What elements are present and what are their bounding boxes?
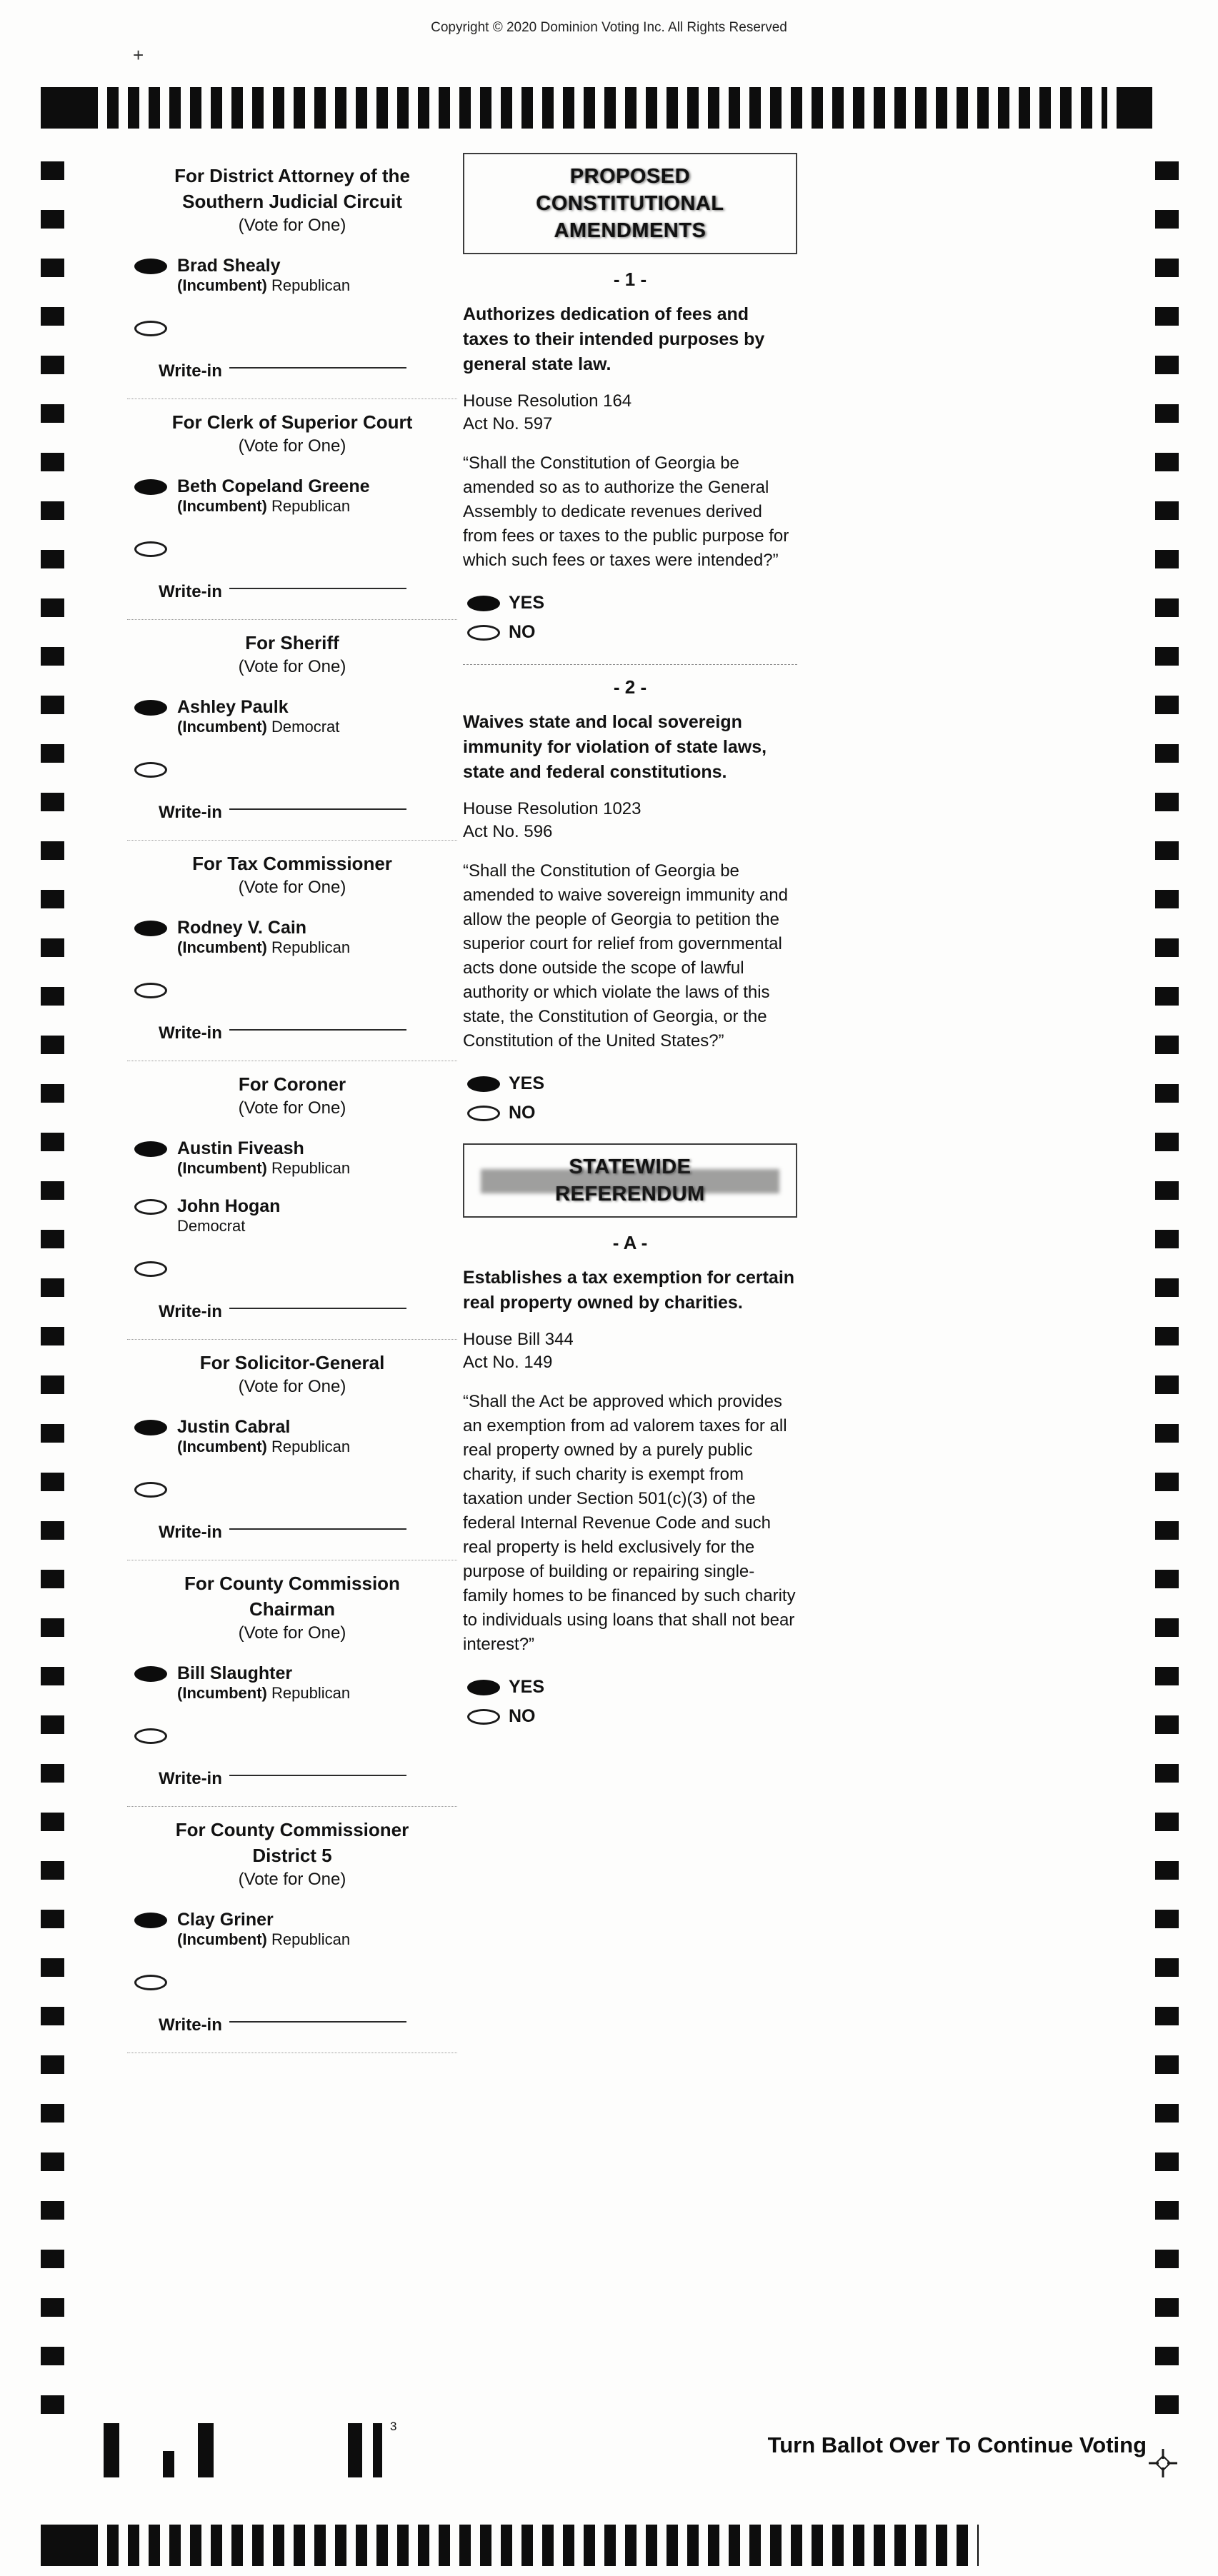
candidate-party: Republican [271,497,351,515]
ballot-code-bar [373,2423,382,2477]
contest-title-line: For Sheriff [245,632,339,653]
legal-references [463,1328,797,1374]
candidate-row [134,1138,457,1178]
candidate-detail [177,1438,350,1456]
write-in-label: Write-in [159,1023,222,1043]
write-in-oval-row [134,1261,457,1281]
candidate-party: Democrat [271,718,340,736]
contest-solicitor-general [127,1350,457,1560]
vote-oval[interactable] [134,1199,167,1215]
write-in-line[interactable] [229,2015,406,2023]
section-number: - A - [612,1232,648,1253]
house-resolution: House Resolution 1023 [463,799,642,818]
contest-county-commissioner-district-5 [127,1817,457,2053]
candidate-row [134,1196,457,1236]
ballot-code-digit: 3 [390,2420,397,2433]
write-in-label: Write-in [159,361,222,381]
yes-label: YES [509,1073,545,1093]
yes-choice [467,593,797,613]
write-in-oval[interactable] [134,1482,167,1498]
section-number: - 2 - [463,664,797,698]
timing-column-left [41,161,64,2418]
write-in-oval-row [134,983,457,1002]
candidate-name: Clay Griner [177,1910,274,1930]
ballot-question: “Shall the Constitution of Georgia be amended so as to authorize the General Assembly to dedicate revenues derived from fees or taxes to the public purpose for which such fees or taxes were intended?” [463,453,789,570]
write-in-label: Write-in [159,1769,222,1788]
candidate-detail [177,1217,280,1236]
vote-for-instruction: (Vote for One) [238,216,346,235]
candidate-name: Austin Fiveash [177,1138,304,1158]
contest-title-line: For County Commissioner [175,1819,409,1840]
contest-title [127,163,457,214]
no-label: NO [509,1103,536,1123]
candidate-party: Republican [271,1159,351,1177]
candidate-name: Brad Shealy [177,256,281,276]
candidate-qualifier: (Incumbent) [177,497,267,515]
timing-row-top [107,87,1107,129]
candidate-party: Republican [271,1438,351,1455]
no-choice [467,1103,797,1123]
write-in-line[interactable] [229,1523,406,1530]
candidate-qualifier: (Incumbent) [177,718,267,736]
candidate-detail [177,718,339,736]
candidate-party: Republican [271,276,351,294]
write-in-oval-row [134,1728,457,1748]
yes-choice [467,1677,797,1698]
header-line: REFERENDUM [555,1183,705,1206]
contest-title-line: For District Attorney of the [174,165,410,186]
candidate-qualifier: (Incumbent) [177,1684,267,1702]
contest-title-line: For County Commission [184,1573,400,1594]
legal-references [463,798,797,843]
write-in-row [159,803,457,823]
vote-oval[interactable] [134,1666,167,1682]
write-in-row [159,1523,457,1543]
ballot-question: “Shall the Act be approved which provides an exemption from ad valorem taxes for all real property owned by a purely public charity, if such charity is exempt from taxation under Section 501(c)(3) of the federal Internal Revenue Code and such real property is held exclusively for the purpose of building or repairing single-family homes to be financed by such charity to individuals using loans that shall not bear interest?” [463,1392,796,1654]
write-in-line[interactable] [229,1769,406,1776]
candidate-row [134,1417,457,1456]
no-label: NO [509,622,536,642]
contest-coroner [127,1071,457,1340]
write-in-row [159,1023,457,1043]
contest-title [127,1817,457,1868]
contest-title-line: For Solicitor-General [199,1352,385,1373]
write-in-row [159,1302,457,1322]
candidate-detail [177,938,350,957]
amendment-2 [463,664,797,1123]
yes-label: YES [509,1677,545,1697]
contest-tax-commissioner [127,851,457,1061]
ballot-code-bar [348,2423,362,2477]
yes-choice [467,1073,797,1094]
candidate-name: Bill Slaughter [177,1663,293,1683]
candidate-name: John Hogan [177,1196,281,1216]
candidate-row [134,256,457,295]
write-in-label: Write-in [159,803,222,822]
write-in-oval-row [134,1975,457,1994]
timing-block-top-left [41,87,98,129]
vote-oval[interactable] [134,1141,167,1157]
no-oval[interactable] [467,1106,500,1121]
contest-title [127,1570,457,1622]
ballot-question: “Shall the Constitution of Georgia be amended to waive sovereign immunity and allow the people of Georgia to petition the superior court for relief from governmental acts done outside the scope of lawful authority or which violate the laws of this state, the Constitution of Georgia, or the Constitution of the United States?” [463,861,788,1051]
yes-oval[interactable] [467,1076,500,1092]
contest-title-line: District 5 [252,1845,332,1866]
candidate-party: Republican [271,1684,351,1702]
write-in-oval[interactable] [134,321,167,336]
vote-for-instruction: (Vote for One) [238,657,346,676]
timing-row-bottom [107,2525,979,2566]
candidate-row [134,1663,457,1703]
timing-block-top-right [1117,87,1152,129]
turn-ballot-over-notice: Turn Ballot Over To Continue Voting [767,2432,1147,2457]
write-in-oval-row [134,541,457,561]
candidate-name: Ashley Paulk [177,697,289,717]
contests-column [127,163,457,2063]
write-in-label: Write-in [159,2015,222,2035]
candidate-name: Beth Copeland Greene [177,476,370,496]
ballot-code-bar [104,2423,119,2477]
write-in-row [159,582,457,602]
candidate-qualifier: (Incumbent) [177,1930,267,1948]
write-in-oval[interactable] [134,1261,167,1277]
candidate-detail [177,1930,350,1949]
vote-oval[interactable] [134,479,167,495]
vote-for-instruction: (Vote for One) [238,1870,346,1889]
vote-oval[interactable] [134,1913,167,1928]
registration-mark [1148,2448,1178,2478]
no-label: NO [509,1706,536,1726]
vote-oval[interactable] [134,700,167,716]
amendment-1 [463,269,797,643]
header-line: CONSTITUTIONAL [536,192,724,215]
candidate-row [134,476,457,516]
candidate-row [134,1910,457,1949]
ballot-code-bar [198,2423,214,2477]
vote-for-instruction: (Vote for One) [238,436,346,456]
no-choice [467,622,797,643]
write-in-oval[interactable] [134,1975,167,1990]
copyright-line: Copyright © 2020 Dominion Voting Inc. All Rights Reserved [431,20,787,35]
contest-title-line: Southern Judicial Circuit [182,191,402,212]
write-in-row [159,361,457,381]
write-in-line[interactable] [229,582,406,589]
header-line: AMENDMENTS [554,219,707,242]
contest-county-commission-chairman [127,1570,457,1807]
write-in-oval[interactable] [134,1728,167,1744]
header-line: STATEWIDE [569,1156,692,1178]
candidate-detail [177,1159,350,1178]
candidate-name: Rodney V. Cain [177,918,307,938]
yes-oval[interactable] [467,1680,500,1695]
write-in-line[interactable] [229,361,406,369]
candidate-name: Justin Cabral [177,1417,291,1437]
no-choice [467,1706,797,1727]
no-oval[interactable] [467,625,500,641]
write-in-oval-row [134,321,457,340]
vote-for-instruction: (Vote for One) [238,1377,346,1396]
amendment-summary: Authorizes dedication of fees and taxes to their intended purposes by general state law. [463,304,765,374]
contest-title [127,630,457,656]
write-in-label: Write-in [159,1302,222,1321]
yes-label: YES [509,593,545,613]
contest-title [127,409,457,435]
act-number: Act No. 596 [463,822,553,841]
write-in-label: Write-in [159,1523,222,1542]
candidate-qualifier: (Incumbent) [177,938,267,956]
section-number: - 1 - [613,269,647,290]
candidate-party: Republican [271,1930,351,1948]
referendum-a [463,1232,797,1727]
contest-title [127,1350,457,1375]
candidate-detail [177,276,350,295]
contest-sheriff [127,630,457,841]
header-line: PROPOSED [569,165,691,188]
legal-references [463,390,797,436]
contest-clerk-superior-court [127,409,457,620]
contest-title [127,1071,457,1097]
ballot-code-bar [163,2451,174,2477]
write-in-row [159,2015,457,2035]
amendments-header [463,153,797,254]
no-oval[interactable] [467,1709,500,1725]
candidate-row [134,918,457,957]
write-in-oval[interactable] [134,762,167,778]
vote-oval[interactable] [134,1420,167,1435]
yes-oval[interactable] [467,596,500,611]
vote-oval[interactable] [134,921,167,936]
candidate-qualifier: (Incumbent) [177,1159,267,1177]
write-in-label: Write-in [159,582,222,601]
contest-title [127,851,457,876]
vote-oval[interactable] [134,259,167,274]
amendments-column [463,153,797,1727]
write-in-line[interactable] [229,1023,406,1031]
vote-for-instruction: (Vote for One) [238,1623,346,1643]
candidate-party: Republican [271,938,351,956]
candidate-detail [177,497,370,516]
referendum-summary: Establishes a tax exemption for certain real property owned by charities. [463,1268,795,1313]
contest-title-line: For Coroner [238,1073,346,1095]
write-in-oval[interactable] [134,541,167,557]
timing-block-bottom-left [41,2525,98,2566]
write-in-row [159,1769,457,1789]
write-in-oval-row [134,762,457,781]
house-bill: House Bill 344 [463,1330,574,1349]
vote-for-instruction: (Vote for One) [238,878,346,897]
candidate-row [134,697,457,736]
corner-plus-mark: + [133,44,144,66]
contest-title-line: For Tax Commissioner [192,853,392,874]
contest-title-line: Chairman [249,1598,335,1620]
amendment-summary: Waives state and local sovereign immunity for violation of state laws, state and federal constitutions. [463,712,767,782]
candidate-detail [177,1684,350,1703]
statewide-referendum-header [463,1143,797,1218]
write-in-line[interactable] [229,803,406,810]
write-in-oval-row [134,1482,457,1501]
candidate-qualifier: (Incumbent) [177,1438,267,1455]
write-in-line[interactable] [229,1302,406,1309]
timing-column-right [1155,161,1179,2418]
candidate-qualifier: (Incumbent) [177,276,267,294]
act-number: Act No. 597 [463,414,553,433]
contest-title-line: For Clerk of Superior Court [171,411,413,433]
vote-for-instruction: (Vote for One) [238,1098,346,1118]
contest-district-attorney [127,163,457,399]
house-resolution: House Resolution 164 [463,391,632,411]
act-number: Act No. 149 [463,1353,553,1372]
candidate-party: Democrat [177,1217,246,1235]
write-in-oval[interactable] [134,983,167,998]
